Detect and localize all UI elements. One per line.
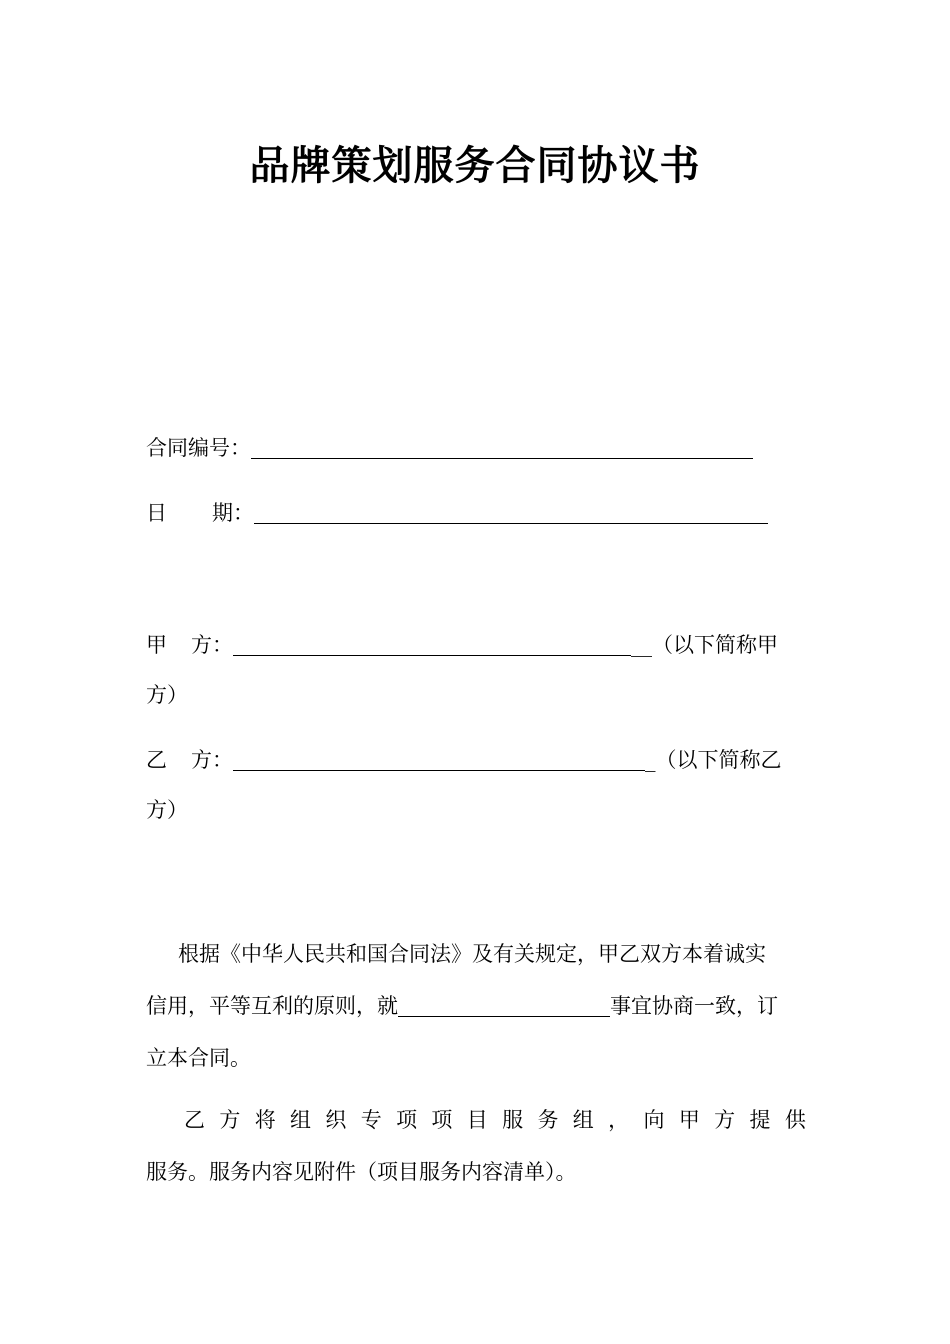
service-line-char: 项 <box>431 1108 453 1132</box>
party-b-wrap: 方） <box>146 798 188 822</box>
service-line-char: 务 <box>537 1108 559 1132</box>
party-a-label-first: 甲 <box>146 633 167 657</box>
paragraph-basis <box>146 928 806 1084</box>
service-line-char: 甲 <box>678 1108 700 1132</box>
party-b-suffix: _（以下简称乙 <box>645 748 782 772</box>
paragraph-basis-line-1: 根据《中华人民共和国合同法》及有关规定，甲乙双方本着诚实 <box>178 942 766 966</box>
service-line-char: 专 <box>360 1108 382 1132</box>
date-line <box>146 498 768 528</box>
party-b-line <box>146 745 782 775</box>
paragraph-basis-line-2: 信用，平等互利的原则，就 事宜协商一致，订 <box>146 994 778 1018</box>
party-a-blank[interactable] <box>233 635 631 656</box>
party-b-blank[interactable] <box>233 750 645 771</box>
paragraph-service <box>146 1094 806 1198</box>
date-label-first: 日 <box>146 501 167 525</box>
service-line-char: 乙 <box>184 1108 205 1132</box>
party-b-label-second: 方： <box>191 748 233 772</box>
party-a-suffix: __（以下简称甲 <box>631 633 778 657</box>
contract-number-label: 合同编号： <box>146 436 251 460</box>
service-line-char: 方 <box>219 1108 241 1132</box>
date-label-second: 期： <box>212 501 254 525</box>
paragraph-service-line-2: 服务。服务内容见附件（项目服务内容清单）。 <box>146 1160 577 1184</box>
party-b-label-first: 乙 <box>146 748 167 772</box>
contract-number-blank[interactable] <box>251 438 753 459</box>
paragraph-basis-line-3: 立本合同。 <box>146 1046 251 1070</box>
service-line-char: 组 <box>572 1108 594 1132</box>
service-line-char: 服 <box>502 1108 524 1132</box>
document-title: 品牌策划服务合同协议书 <box>249 143 701 189</box>
matter-blank[interactable] <box>398 996 610 1017</box>
service-line-char: 向 <box>643 1108 665 1132</box>
date-blank[interactable] <box>254 503 768 524</box>
paragraph-service-line-1 <box>146 1094 806 1146</box>
service-line-char: 提 <box>749 1108 771 1132</box>
contract-number-line <box>146 433 753 463</box>
service-line-char: 方 <box>714 1108 736 1132</box>
service-line-char: 项 <box>396 1108 418 1132</box>
party-b-wrap-line <box>146 795 188 825</box>
service-line-char: 将 <box>254 1108 276 1132</box>
service-line-char: 织 <box>325 1108 347 1132</box>
service-line-char: 目 <box>466 1108 488 1132</box>
party-a-wrap: 方） <box>146 683 188 707</box>
party-a-label-second: 方： <box>191 633 233 657</box>
party-a-line <box>146 630 778 660</box>
service-line-char: ， <box>608 1108 630 1132</box>
party-a-wrap-line <box>146 680 188 710</box>
service-line-char: 组 <box>290 1108 312 1132</box>
service-line-char: 供 <box>784 1108 806 1132</box>
